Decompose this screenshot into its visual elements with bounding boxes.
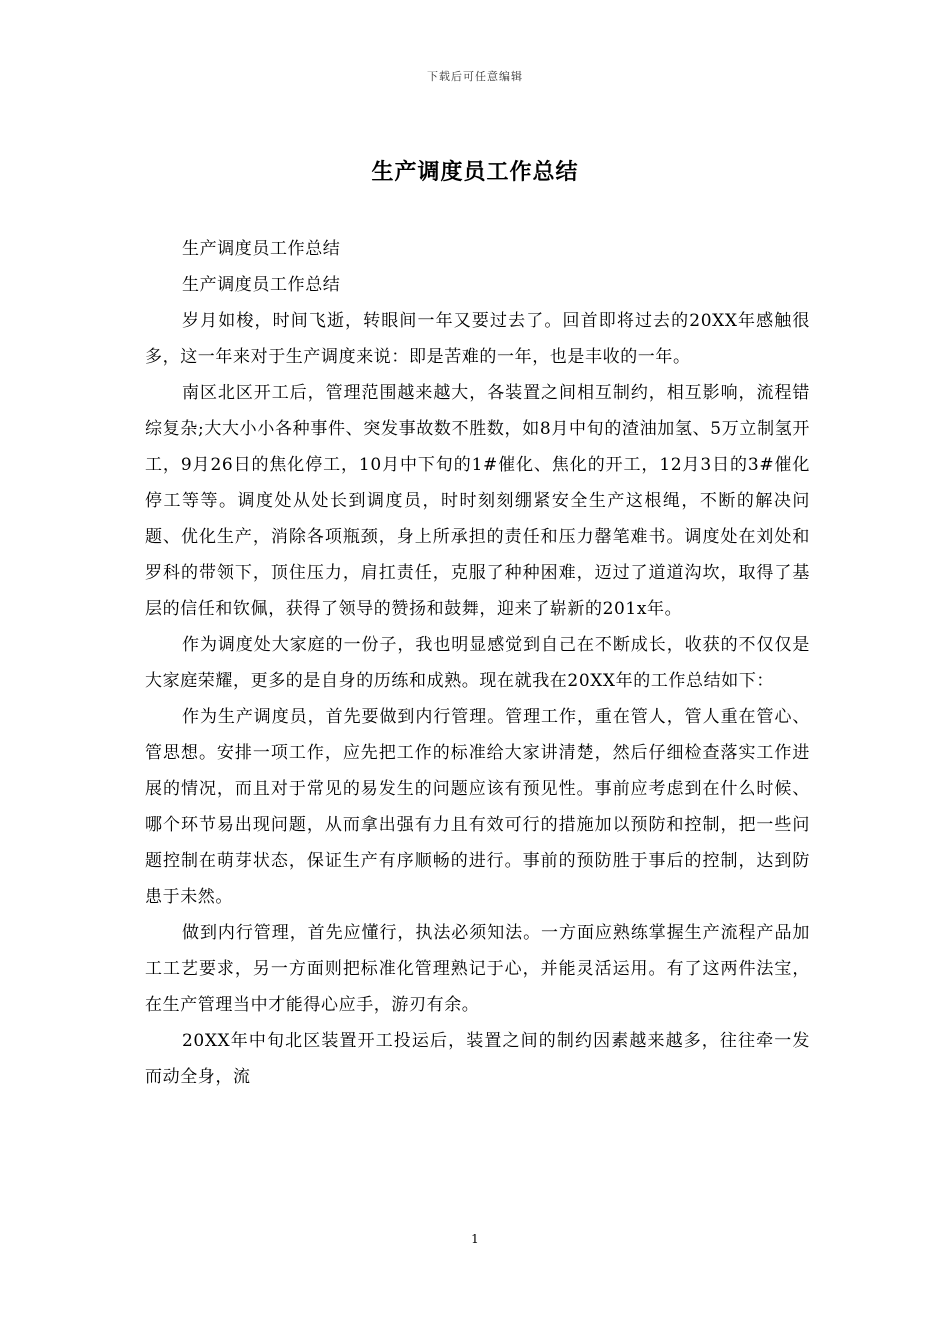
paragraph: 作为生产调度员，首先要做到内行管理。管理工作，重在管人，管人重在管心、管思想。安排一项工作，应先把工作的标准给大家讲清楚，然后仔细检查落实工作进展的情况，而且对于常见的易发生的问题应该有预见性。事前应考虑到在什么时候、哪个环节易出现问题，从而拿出强有力且有效可行的措施加以预防和控制，把一些问题控制在萌芽状态，保证生产有序顺畅的进行。事前的预防胜于事后的控制，达到防患于未然。 [145,707,810,907]
paragraph: 做到内行管理，首先应懂行，执法必须知法。一方面应熟练掌握生产流程产品加工工艺要求，另一方面则把标准化管理熟记于心，并能灵活运用。有了这两件法宝，在生产管理当中才能得心应手，游刃有余。 [145,923,810,1015]
paragraph: 生产调度员工作总结 [182,239,341,259]
paragraph: 生产调度员工作总结 [182,275,341,295]
document-body [145,231,810,1095]
paragraph: 岁月如梭，时间飞逝，转眼间一年又要过去了。回首即将过去的20XX年感触很多，这一年来对于生产调度来说：即是苦难的一年，也是丰收的一年。 [145,311,810,367]
paragraph: 20XX年中旬北区装置开工投运后，装置之间的制约因素越来越多，往往牵一发而动全身，流 [145,1031,810,1087]
document-title: 生产调度员工作总结 [371,159,579,185]
page-number: 1 [471,1232,479,1246]
header-note: 下载后可任意编辑 [427,70,523,83]
paragraph: 作为调度处大家庭的一份子，我也明显感觉到自己在不断成长，收获的不仅仅是大家庭荣耀，更多的是自身的历练和成熟。现在就我在20XX年的工作总结如下： [145,635,810,691]
paragraph: 南区北区开工后，管理范围越来越大，各装置之间相互制约，相互影响，流程错综复杂;大大小小各种事件、突发事故数不胜数，如8月中旬的渣油加氢、5万立制氢开工，9月26日的焦化停工，10月中下旬的1#催化、焦化的开工，12月3日的3#催化停工等等。调度处从处长到调度员，时时刻刻绷紧安全生产这根绳，不断的解决问题、优化生产，消除各项瓶颈，身上所承担的责任和压力罄笔难书。调度处在刘处和罗科的带领下，顶住压力，肩扛责任，克服了种种困难，迈过了道道沟坎，取得了基层的信任和钦佩，获得了领导的赞扬和鼓舞，迎来了崭新的201x年。 [145,383,810,619]
